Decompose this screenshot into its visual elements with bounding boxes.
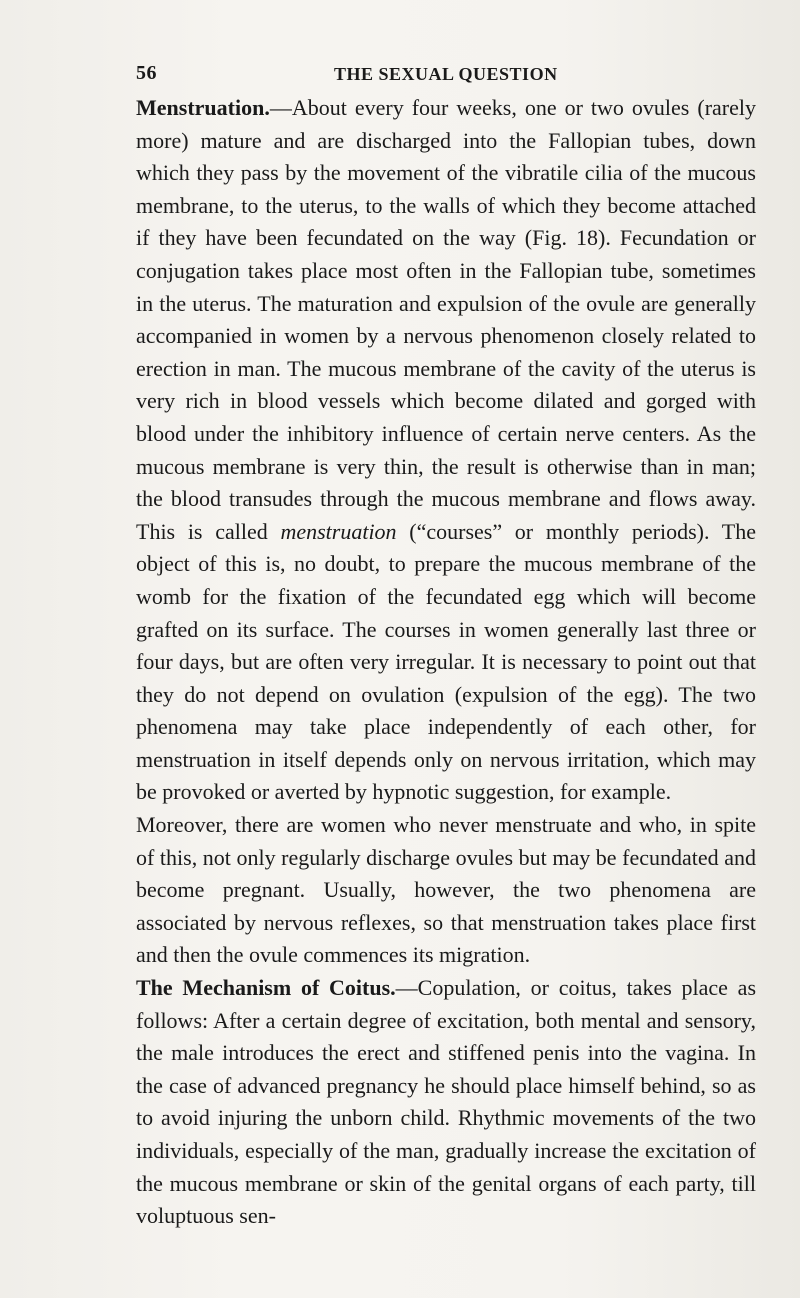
paragraph-text: —Copulation, or coitus, takes place as follows: After a certain degree of excitation, both mental and sensory, the male introduces the erect and stiffened penis into the vagina. In the case of advanced pregnancy he should place himself behind, so as to avoid injuring the unborn child. Rhythmic movements of the two individuals, especially of the man, gradually increase the excitation of the mucous membrane or skin of the genital organs of each party, till voluptuous sen- (136, 975, 757, 1229)
paragraph-moreover (136, 809, 756, 972)
paragraph-text: —About every four weeks, one or two ovules (rarely more) mature and are discharged into the Fallopian tubes, down which they pass by the movement of the vibratile cilia of the mucous membrane, to the uterus, to the walls of which they become attached if they have been fecundated on the way (Fig. 18). Fecundation or conjugation takes place most often in the Fallopian tube, sometimes in the uterus. The maturation and expulsion of the ovule are generally accompanied in women by a nervous phenomenon closely related to erection in man. The mucous membrane of the cavity of the uterus is very rich in blood vessels which become dilated and gorged with blood under the inhibitory influence of certain nerve centers. As the mucous membrane is very thin, the result is otherwise than in man; the blood transudes through the mucous membrane and flows away. This is called (136, 95, 756, 544)
paragraph-coitus (136, 972, 756, 1233)
running-title: THE SEXUAL QUESTION (334, 64, 558, 84)
paragraph-menstruation (136, 92, 756, 809)
body-text (136, 92, 756, 1233)
italic-term: menstruation (280, 518, 397, 544)
running-head (136, 52, 756, 92)
section-heading-menstruation: Menstruation. (136, 95, 270, 120)
section-heading-coitus: The Mechanism of Coitus. (136, 975, 396, 1001)
paragraph-text: Moreover, there are women who never menstruate and who, in spite of this, not only regularly discharge ovules but may be fecundated and become pregnant. Usually, however, the two phenomena are associated by nervous reflexes, so that menstruation takes place first and then the ovule commences its migration. (136, 812, 756, 968)
paragraph-text: (“courses” or monthly periods). The object of this is, no doubt, to prepare the mucous membrane of the womb for the fixation of the fecundated egg which will become grafted on its surface. The courses in women generally last three or four days, but are often very irregular. It is necessary to point out that they do not depend on ovulation (expulsion of the egg). The two phenomena may take place independently of each other, for menstruation in itself depends only on nervous irritation, which may be provoked or averted by hypnotic suggestion, for example. (136, 518, 756, 805)
page-number: 56 (136, 62, 157, 84)
